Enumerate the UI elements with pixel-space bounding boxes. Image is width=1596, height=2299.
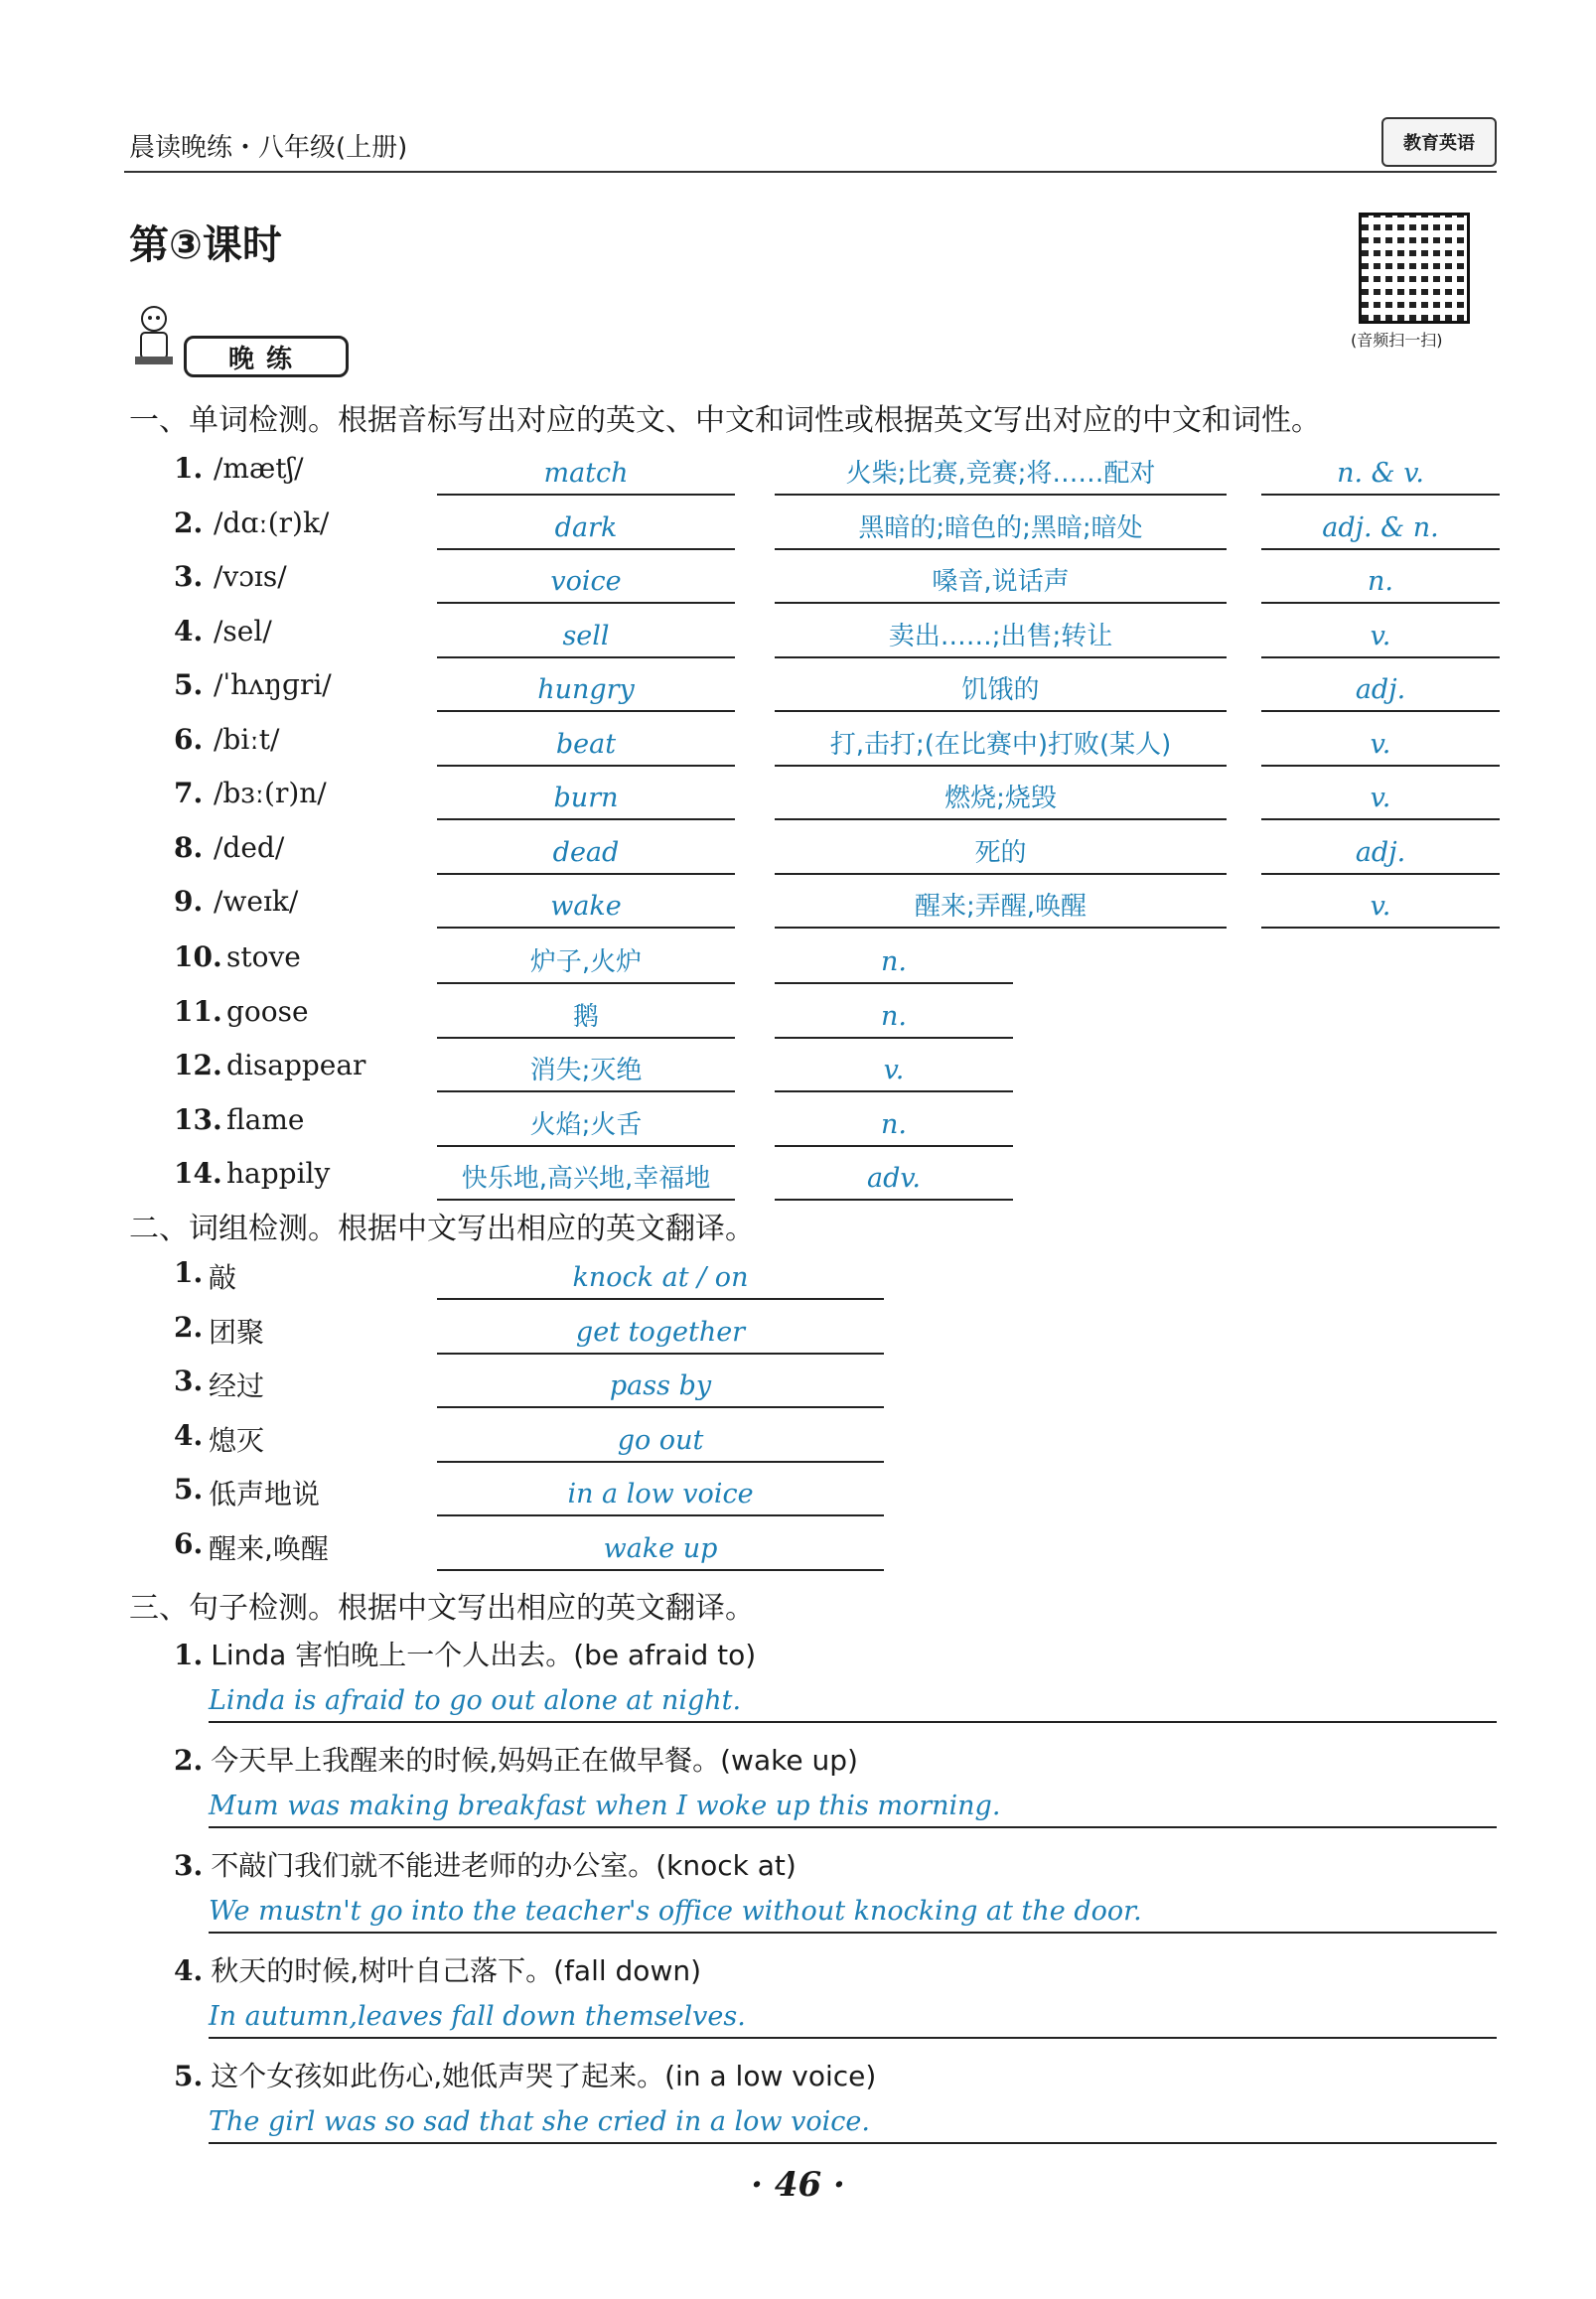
section-1-heading: 一、单词检测。根据音标写出对应的英文、中文和词性或根据英文写出对应的中文和词性。 — [129, 403, 1321, 438]
answer-chinese: 燃烧;烧毁 — [775, 779, 1227, 820]
sentence-chinese: 今天早上我醒来的时候,妈妈正在做早餐。(wake up) — [211, 1744, 858, 1777]
word-row — [0, 506, 1596, 560]
word-row — [0, 995, 1596, 1049]
phrase-row — [0, 1527, 1596, 1581]
word-row — [0, 668, 1596, 722]
book-title: 晨读晚练・八年级(上册) — [129, 133, 408, 163]
item-number: 11. — [174, 994, 222, 1028]
answer-part-of-speech: n. — [775, 1105, 1013, 1147]
sentence-chinese: 不敲门我们就不能进老师的办公室。(knock at) — [211, 1849, 797, 1882]
lesson-title: 第③课时 — [129, 222, 282, 268]
word-row — [0, 452, 1596, 505]
item-number: 2. — [174, 505, 204, 539]
answer-chinese: 消失;灭绝 — [437, 1051, 735, 1092]
answer-part-of-speech: v. — [1261, 725, 1500, 767]
sentence-answer: We mustn't go into the teacher's office without knocking at the door. — [209, 1892, 1497, 1934]
sentence-chinese: Linda 害怕晚上一个人出去。(be afraid to) — [211, 1639, 757, 1671]
answer-english: hungry — [437, 670, 735, 712]
phrase-chinese: 熄灭 — [209, 1423, 265, 1457]
item-number: 5. — [174, 1473, 204, 1506]
brand-logo: 教育英语 — [1381, 117, 1497, 167]
sentence-prompt — [174, 1634, 756, 1673]
phrase-chinese: 团聚 — [209, 1315, 265, 1349]
item-number: 6. — [174, 722, 204, 756]
answer-chinese: 快乐地,高兴地,幸福地 — [437, 1159, 735, 1201]
word-row — [0, 1157, 1596, 1211]
answer-chinese: 死的 — [775, 833, 1227, 875]
phrase-answer: wake up — [437, 1529, 884, 1571]
item-number: 2. — [174, 1744, 204, 1777]
qr-code-icon[interactable] — [1359, 213, 1470, 324]
item-number: 3. — [174, 1849, 204, 1882]
phonetic-text: /dɑː(r)k/ — [214, 505, 330, 539]
item-number: 3. — [174, 1365, 204, 1397]
answer-part-of-speech: v. — [775, 1051, 1013, 1092]
answer-chinese: 火柴;比赛,竞赛;将……配对 — [775, 454, 1227, 496]
word-row — [0, 777, 1596, 830]
sentence-chinese: 秋天的时候,树叶自己落下。(fall down) — [211, 1954, 702, 1987]
phonetic-text: /bɜː(r)n/ — [214, 777, 327, 809]
answer-chinese: 嗓音,说话声 — [775, 562, 1227, 604]
sentence-answer: In autumn,leaves fall down themselves. — [209, 1997, 1497, 2039]
answer-part-of-speech: adj. & n. — [1261, 508, 1500, 550]
section-badge: 晚练 — [184, 336, 349, 377]
phrase-row — [0, 1311, 1596, 1365]
phonetic-text: /weɪk/ — [214, 885, 299, 918]
item-number: 1. — [174, 1639, 204, 1671]
answer-part-of-speech: adj. — [1261, 670, 1500, 712]
page-number: · 46 · — [751, 2165, 845, 2205]
answer-part-of-speech: adj. — [1261, 833, 1500, 875]
phonetic-text: /mætʃ/ — [214, 452, 304, 485]
phonetic-text: /ˈhʌŋɡri/ — [214, 668, 332, 701]
sentence-prompt — [174, 2055, 876, 2094]
item-number: 13. — [174, 1102, 222, 1136]
answer-english: match — [437, 454, 735, 496]
answer-chinese: 醒来;弄醒,唤醒 — [775, 887, 1227, 929]
answer-english: dark — [437, 508, 735, 550]
english-word: stove — [226, 940, 301, 973]
item-number: 1. — [174, 452, 204, 485]
sentence-prompt — [174, 1739, 858, 1779]
phrase-chinese: 敲 — [209, 1261, 237, 1294]
phrase-chinese: 醒来,唤醒 — [209, 1531, 329, 1565]
sentence-answer: Linda is afraid to go out alone at night. — [209, 1681, 1497, 1723]
phonetic-text: /vɔɪs/ — [214, 560, 287, 593]
english-word: flame — [226, 1102, 305, 1136]
word-row — [0, 1049, 1596, 1102]
word-row — [0, 940, 1596, 994]
answer-english: wake — [437, 887, 735, 929]
item-number: 10. — [174, 940, 222, 973]
section-3-heading: 三、句子检测。根据中文写出相应的英文翻译。 — [129, 1591, 755, 1626]
sentence-answer: Mum was making breakfast when I woke up this morning. — [209, 1787, 1497, 1828]
answer-english: beat — [437, 725, 735, 767]
phrase-row — [0, 1256, 1596, 1310]
answer-part-of-speech: adv. — [775, 1159, 1013, 1201]
phrase-chinese: 经过 — [209, 1369, 265, 1402]
sentence-prompt — [174, 1844, 797, 1884]
answer-chinese: 卖出……;出售;转让 — [775, 617, 1227, 658]
answer-english: burn — [437, 779, 735, 820]
answer-chinese: 打,击打;(在比赛中)打败(某人) — [775, 725, 1227, 767]
english-word: happily — [226, 1157, 331, 1190]
item-number: 5. — [174, 668, 204, 701]
item-number: 9. — [174, 885, 204, 918]
answer-chinese: 炉子,火炉 — [437, 942, 735, 984]
item-number: 4. — [174, 1954, 204, 1987]
item-number: 5. — [174, 2060, 204, 2092]
answer-part-of-speech: n. — [1261, 562, 1500, 604]
item-number: 12. — [174, 1049, 222, 1081]
phonetic-text: /biːt/ — [214, 722, 280, 756]
phrase-answer: in a low voice — [437, 1475, 884, 1516]
answer-part-of-speech: v. — [1261, 887, 1500, 929]
word-row — [0, 1103, 1596, 1157]
answer-chinese: 饥饿的 — [775, 670, 1227, 712]
qr-caption: (音频扫一扫) — [1351, 331, 1443, 350]
english-word: disappear — [226, 1049, 366, 1081]
phrase-answer: knock at / on — [437, 1258, 884, 1300]
answer-part-of-speech: v. — [1261, 617, 1500, 658]
answer-chinese: 鹅 — [437, 997, 735, 1039]
phrase-chinese: 低声地说 — [209, 1478, 321, 1510]
english-word: goose — [226, 994, 309, 1028]
answer-part-of-speech: v. — [1261, 779, 1500, 820]
phrase-row — [0, 1419, 1596, 1473]
item-number: 2. — [174, 1310, 204, 1344]
answer-part-of-speech: n. & v. — [1261, 454, 1500, 496]
answer-part-of-speech: n. — [775, 997, 1013, 1039]
phrase-row — [0, 1365, 1596, 1418]
phonetic-text: /sel/ — [214, 614, 272, 647]
word-row — [0, 831, 1596, 885]
phonetic-text: /ded/ — [214, 830, 285, 864]
answer-chinese: 黑暗的;暗色的;黑暗;暗处 — [775, 508, 1227, 550]
phrase-answer: pass by — [437, 1366, 884, 1408]
answer-chinese: 火焰;火舌 — [437, 1105, 735, 1147]
phrase-answer: get together — [437, 1313, 884, 1355]
header-divider — [124, 171, 1497, 173]
sentence-chinese: 这个女孩如此伤心,她低声哭了起来。(in a low voice) — [211, 2060, 877, 2092]
answer-english: sell — [437, 617, 735, 658]
item-number: 6. — [174, 1526, 204, 1560]
item-number: 4. — [174, 614, 204, 647]
word-row — [0, 615, 1596, 668]
item-number: 3. — [174, 560, 204, 593]
item-number: 7. — [174, 777, 204, 809]
answer-part-of-speech: n. — [775, 942, 1013, 984]
word-row — [0, 723, 1596, 777]
item-number: 4. — [174, 1418, 204, 1452]
word-row — [0, 885, 1596, 938]
sentence-prompt — [174, 1949, 701, 1989]
phrase-answer: go out — [437, 1421, 884, 1463]
item-number: 1. — [174, 1256, 204, 1289]
sentence-answer: The girl was so sad that she cried in a low voice. — [209, 2102, 1497, 2144]
word-row — [0, 560, 1596, 614]
phrase-row — [0, 1473, 1596, 1526]
answer-english: voice — [437, 562, 735, 604]
mascot-icon — [129, 303, 179, 368]
item-number: 14. — [174, 1157, 222, 1190]
item-number: 8. — [174, 830, 204, 864]
answer-english: dead — [437, 833, 735, 875]
section-2-heading: 二、词组检测。根据中文写出相应的英文翻译。 — [129, 1212, 755, 1246]
